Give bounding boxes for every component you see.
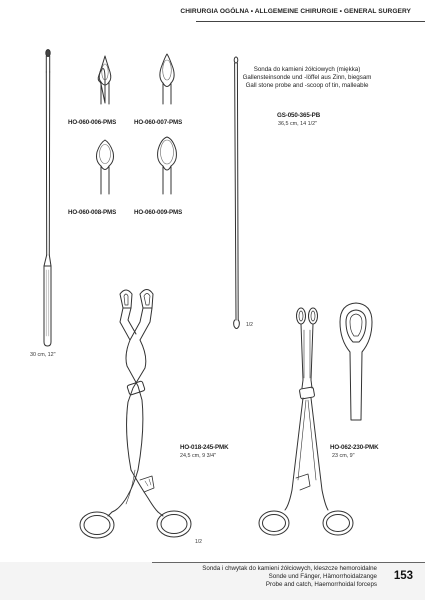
long-probe-size: 30 cm, 12"	[30, 352, 56, 358]
gallstone-probe-code: GS-050-365-PB	[277, 112, 321, 119]
large-forceps-illustration	[80, 290, 191, 539]
section-title: CHIRURGIA OGÓLNA • ALLGEMEINE CHIRURGIE • GENERAL SURGERY	[180, 8, 411, 15]
gallstone-probe-size: 36,5 cm, 14 1/2"	[278, 121, 318, 127]
footer-caption	[202, 565, 377, 590]
tip-006-illustration	[98, 56, 111, 104]
page-number: 153	[393, 570, 413, 582]
gallstone-probe-illustration	[234, 57, 240, 329]
tip-009-illustration	[158, 137, 177, 194]
jaw-detail-illustration	[340, 303, 372, 420]
long-probe-illustration	[44, 50, 51, 347]
tip-008-illustration	[97, 140, 114, 194]
tip-007-illustration	[160, 54, 174, 104]
tip-008-code: HO-060-008-PMS	[68, 209, 117, 216]
gallstone-probe-scale: 1/2	[246, 322, 253, 328]
large-forceps-size: 24,5 cm, 9 3/4"	[180, 453, 217, 459]
small-forceps-code: HO-062-230-PMK	[330, 444, 379, 451]
footer-line-pl: Sonda i chwytak do kamieni żółciowych, kleszcze hemoroidalne	[202, 565, 377, 572]
gallstone-probe-description	[222, 66, 392, 89]
small-forceps-size: 23 cm, 9"	[332, 453, 355, 459]
footer-line-en: Probe and catch, Haemorrhoidal forceps	[265, 581, 377, 589]
tip-007-code: HO-060-007-PMS	[134, 119, 183, 126]
description-pl: Sonda do kamieni żółciowych (miękka)	[253, 66, 361, 73]
tip-006-code: HO-060-006-PMS	[68, 119, 117, 126]
small-forceps-illustration	[259, 308, 353, 535]
footer-line-de: Sonde und Fänger, Hämorrhoidalzange	[268, 573, 377, 581]
tip-009-code: HO-060-009-PMS	[134, 209, 183, 216]
description-de: Gallensteinsonde und -löffel aus Zinn, biegsam	[242, 73, 372, 81]
footer-rule	[152, 562, 425, 563]
description-en: Gall stone probe and -scoop of tin, malleable	[245, 81, 369, 89]
large-forceps-code: HO-018-245-PMK	[180, 444, 229, 451]
large-forceps-scale: 1/2	[195, 539, 202, 545]
